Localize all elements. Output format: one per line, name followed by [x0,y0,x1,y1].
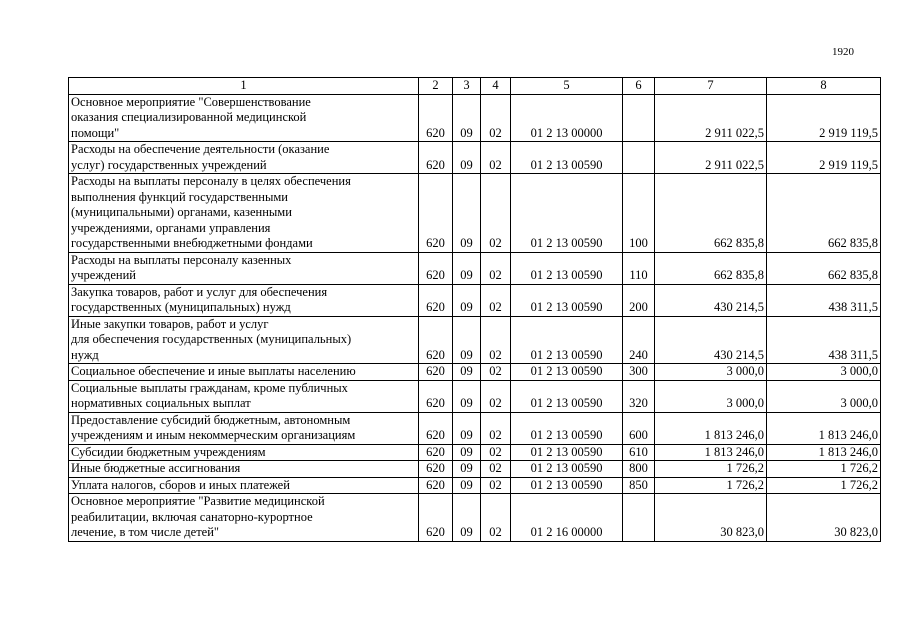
description-line: Уплата налогов, сборов и иных платежей [71,477,290,492]
description-line: государственными внебюджетными фондами [71,236,313,250]
table-row [69,380,881,412]
cell-amount-year-2: 1 813 246,0 [767,444,881,461]
cell-ministry-code: 620 [419,316,453,364]
cell-expense-type: 200 [623,284,655,316]
cell-description [69,364,419,381]
cell-ministry-code: 620 [419,142,453,174]
cell-subsection: 02 [481,316,511,364]
description-line: Основное мероприятие "Развитие медицинской [71,494,325,508]
cell-description [69,494,419,542]
cell-amount-year-1: 2 911 022,5 [655,142,767,174]
cell-amount-year-2: 1 726,2 [767,461,881,478]
cell-description [69,412,419,444]
cell-amount-year-2: 662 835,8 [767,174,881,253]
cell-expense-type: 850 [623,477,655,494]
description-line: Расходы на выплаты персоналу казенных [71,252,292,267]
cell-section: 09 [453,477,481,494]
cell-target-article: 01 2 13 00590 [511,174,623,253]
cell-target-article: 01 2 13 00590 [511,477,623,494]
column-header: 3 [453,78,481,95]
cell-expense-type: 800 [623,461,655,478]
cell-section: 09 [453,444,481,461]
cell-target-article: 01 2 16 00000 [511,494,623,542]
cell-section: 09 [453,252,481,284]
cell-target-article: 01 2 13 00590 [511,252,623,284]
cell-target-article: 01 2 13 00000 [511,94,623,142]
cell-section: 09 [453,364,481,381]
cell-subsection: 02 [481,252,511,284]
cell-amount-year-1: 1 813 246,0 [655,444,767,461]
cell-amount-year-1: 430 214,5 [655,284,767,316]
cell-ministry-code: 620 [419,94,453,142]
cell-expense-type [623,494,655,542]
cell-amount-year-2: 2 919 119,5 [767,94,881,142]
cell-expense-type: 100 [623,174,655,253]
cell-expense-type: 240 [623,316,655,364]
cell-target-article: 01 2 13 00590 [511,380,623,412]
cell-section: 09 [453,494,481,542]
column-header: 6 [623,78,655,95]
column-header: 4 [481,78,511,95]
column-header: 2 [419,78,453,95]
cell-ministry-code: 620 [419,412,453,444]
cell-amount-year-2: 30 823,0 [767,494,881,542]
description-line: Расходы на обеспечение деятельности (оказание [71,142,330,156]
table-row [69,444,881,461]
cell-expense-type [623,94,655,142]
cell-ministry-code: 620 [419,174,453,253]
cell-amount-year-1: 1 726,2 [655,461,767,478]
cell-subsection: 02 [481,364,511,381]
cell-description [69,284,419,316]
column-header: 7 [655,78,767,95]
cell-section: 09 [453,412,481,444]
table-row [69,252,881,284]
cell-expense-type: 300 [623,364,655,381]
cell-subsection: 02 [481,444,511,461]
cell-expense-type: 110 [623,252,655,284]
cell-description [69,142,419,174]
cell-amount-year-2: 3 000,0 [767,364,881,381]
header-row [69,78,881,95]
cell-expense-type: 600 [623,412,655,444]
table-row [69,94,881,142]
description-line: нужд [71,347,99,362]
cell-amount-year-1: 3 000,0 [655,380,767,412]
table-row [69,142,881,174]
cell-ministry-code: 620 [419,284,453,316]
cell-subsection: 02 [481,284,511,316]
description-line: лечение, в том числе детей" [71,525,220,539]
table-row [69,174,881,253]
cell-description [69,316,419,364]
cell-expense-type: 610 [623,444,655,461]
description-line: для обеспечения государственных (муниципальных) [71,332,352,346]
description-line: Социальные выплаты гражданам, кроме публичных [71,380,348,395]
cell-target-article: 01 2 13 00590 [511,444,623,461]
description-line: помощи" [71,125,120,140]
cell-amount-year-2: 2 919 119,5 [767,142,881,174]
table-row [69,494,881,542]
cell-ministry-code: 620 [419,364,453,381]
cell-description [69,461,419,478]
cell-description [69,94,419,142]
description-line: (муниципальными) органами, казенными [71,205,292,219]
cell-amount-year-2: 438 311,5 [767,284,881,316]
description-line: учреждениям и иным некоммерческим организациям [71,428,356,442]
cell-amount-year-2: 3 000,0 [767,380,881,412]
cell-target-article: 01 2 13 00590 [511,364,623,381]
cell-ministry-code: 620 [419,380,453,412]
description-line: выполнения функций государственными [71,189,288,204]
description-line: учреждений [71,268,136,282]
description-line: услуг) государственных учреждений [71,157,267,172]
cell-amount-year-1: 1 726,2 [655,477,767,494]
column-header: 8 [767,78,881,95]
cell-description [69,477,419,494]
cell-section: 09 [453,142,481,174]
cell-target-article: 01 2 13 00590 [511,412,623,444]
description-line: учреждениями, органами управления [71,220,271,235]
cell-amount-year-2: 662 835,8 [767,252,881,284]
cell-amount-year-1: 662 835,8 [655,174,767,253]
cell-description [69,444,419,461]
description-line: нормативных социальных выплат [71,396,251,410]
cell-subsection: 02 [481,494,511,542]
table-row [69,477,881,494]
cell-description [69,252,419,284]
budget-table [68,77,881,542]
cell-amount-year-1: 2 911 022,5 [655,94,767,142]
cell-target-article: 01 2 13 00590 [511,461,623,478]
description-line: Предоставление субсидий бюджетным, автономным [71,412,351,427]
cell-subsection: 02 [481,477,511,494]
cell-section: 09 [453,461,481,478]
table-row [69,284,881,316]
cell-section: 09 [453,316,481,364]
cell-amount-year-2: 1 726,2 [767,477,881,494]
cell-amount-year-1: 430 214,5 [655,316,767,364]
cell-ministry-code: 620 [419,494,453,542]
table-row [69,364,881,381]
cell-subsection: 02 [481,412,511,444]
cell-amount-year-2: 1 813 246,0 [767,412,881,444]
cell-subsection: 02 [481,461,511,478]
cell-expense-type: 320 [623,380,655,412]
description-line: Закупка товаров, работ и услуг для обеспечения [71,284,328,299]
description-line: оказания специализированной медицинской [71,110,307,124]
cell-section: 09 [453,174,481,253]
cell-section: 09 [453,94,481,142]
description-line: Субсидии бюджетным учреждениям [71,444,266,459]
cell-amount-year-1: 3 000,0 [655,364,767,381]
description-line: Социальное обеспечение и иные выплаты населению [71,364,356,378]
column-header: 1 [69,78,419,95]
cell-ministry-code: 620 [419,477,453,494]
cell-target-article: 01 2 13 00590 [511,284,623,316]
cell-amount-year-1: 30 823,0 [655,494,767,542]
cell-description [69,174,419,253]
cell-expense-type [623,142,655,174]
cell-description [69,380,419,412]
description-line: Основное мероприятие "Совершенствование [71,94,311,109]
table-body [69,78,881,542]
cell-ministry-code: 620 [419,444,453,461]
cell-section: 09 [453,380,481,412]
table-row [69,316,881,364]
cell-ministry-code: 620 [419,461,453,478]
cell-subsection: 02 [481,94,511,142]
description-line: Иные бюджетные ассигнования [71,461,241,475]
table-row [69,461,881,478]
table-row [69,412,881,444]
cell-target-article: 01 2 13 00590 [511,142,623,174]
column-header: 5 [511,78,623,95]
cell-subsection: 02 [481,380,511,412]
cell-subsection: 02 [481,174,511,253]
cell-section: 09 [453,284,481,316]
description-line: государственных (муниципальных) нужд [71,300,291,314]
cell-target-article: 01 2 13 00590 [511,316,623,364]
description-line: Иные закупки товаров, работ и услуг [71,316,269,331]
description-line: Расходы на выплаты персоналу в целях обеспечения [71,174,351,188]
cell-amount-year-2: 438 311,5 [767,316,881,364]
page-number: 1920 [832,46,854,58]
cell-amount-year-1: 662 835,8 [655,252,767,284]
description-line: реабилитации, включая санаторно-курортное [71,509,313,524]
cell-subsection: 02 [481,142,511,174]
cell-amount-year-1: 1 813 246,0 [655,412,767,444]
cell-ministry-code: 620 [419,252,453,284]
